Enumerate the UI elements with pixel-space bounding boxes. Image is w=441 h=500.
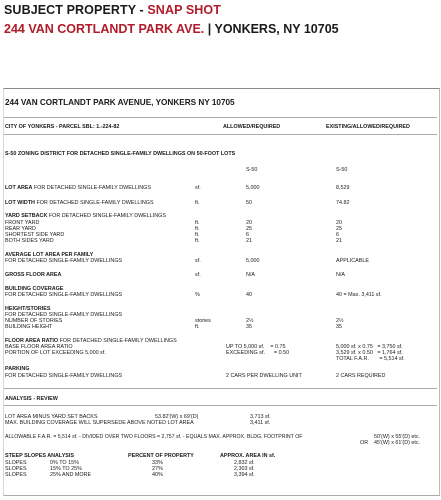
gfa-allowed: N/A	[246, 272, 255, 278]
analysis-line3-or: OR	[360, 440, 369, 446]
col-sub-existing: S-50	[336, 167, 348, 173]
yard-row-existing: 6	[336, 232, 339, 238]
row-lot-area: LOT AREA FOR DETACHED SINGLE-FAMILY DWELLINGS	[5, 185, 151, 191]
analysis-line1-label: LOT AREA MINUS YARD SET BACKS	[5, 414, 98, 420]
lot-area-unit: sf.	[195, 185, 201, 191]
table-header-existing: EXISTING/ALLOWED/REQUIRED	[326, 124, 410, 130]
divider	[4, 388, 437, 389]
header-title-accent: SNAP SHOT	[147, 3, 221, 17]
divider	[4, 117, 437, 118]
table-header-parcel: CITY OF YONKERS - PARCEL SBL: 1.-224-82	[5, 124, 120, 130]
analysis-line3-end1: 50'(W) x 55'(D) etc.	[374, 434, 421, 440]
row-height-stories: HEIGHT/STORIES	[5, 306, 51, 312]
avg-lot-area-allowed: 5,000	[246, 258, 260, 264]
row-gross-floor-area: GROSS FLOOR AREA	[5, 272, 62, 278]
analysis-line3: ALLOWABLE F.A.R. = 5,514 sf. - DIVIDED OVER TWO FLOORS = 2,757 sf. - EQUALS MAX. APPROX. BLDG. FOOTPRINT OF	[5, 434, 303, 440]
avg-lot-area-sub: FOR DETACHED SINGLE-FAMILY DWELLINGS	[5, 258, 123, 264]
analysis-line1-dims: 53.82'(W) x 69'(D)	[155, 414, 199, 420]
steep-head-area: APPROX. AREA IN sf.	[220, 453, 276, 459]
coverage-unit: %	[195, 292, 200, 298]
lot-area-allowed: 5,000	[246, 185, 260, 191]
avg-lot-area-existing: APPLICABLE	[336, 258, 369, 264]
yard-row-allowed: 20	[246, 220, 252, 226]
parking-existing: 2 CARS REQUIRED	[336, 373, 386, 379]
height-existing: 35	[336, 324, 342, 330]
analysis-line2-label: MAX. BUILDING COVERAGE WILL SUPERSEDE ABOVE NOTED LOT AREA	[5, 420, 194, 426]
lot-width-unit: ft.	[195, 200, 200, 206]
yard-row-unit: ft.	[195, 232, 200, 238]
steep-row-area: 3,394 sf.	[234, 472, 255, 478]
far-existing-1: 5,000 sf. x 0.75 = 3,750 sf.	[336, 344, 403, 350]
yard-row-unit: ft.	[195, 220, 200, 226]
yard-row-allowed: 6	[246, 232, 249, 238]
stories-label: NUMBER OF STORIES	[5, 318, 63, 324]
yard-row-unit: ft.	[195, 226, 200, 232]
doc-title: 244 VAN CORTLANDT PARK AVENUE, YONKERS NY 10705	[5, 98, 235, 107]
steep-row-percent: 27%	[152, 466, 163, 472]
stories-unit: stories	[195, 318, 211, 324]
steep-row-range: 0% TO 15%	[50, 460, 79, 466]
steep-row-percent: 33%	[152, 460, 163, 466]
header-title	[4, 3, 221, 17]
far-portion-label: PORTION OF LOT EXCEEDING 5,000 sf.	[5, 350, 106, 356]
row-parking: PARKING	[5, 366, 30, 372]
parking-sub: FOR DETACHED SINGLE-FAMILY DWELLINGS	[5, 373, 123, 379]
yard-row-allowed: 25	[246, 226, 252, 232]
lot-width-existing: 74.82	[336, 200, 350, 206]
col-sub-allowed: S-50	[246, 167, 258, 173]
steep-row-label: SLOPES	[5, 472, 27, 478]
height-label: BUILDING HEIGHT	[5, 324, 53, 330]
gfa-unit: sf.	[195, 272, 201, 278]
analysis-title: ANALYSIS - REVIEW	[5, 396, 58, 402]
yard-row-label: BOTH SIDES YARD	[5, 238, 54, 244]
far-existing-3: TOTAL F.A.R. = 5,514 sf.	[336, 356, 405, 362]
building-coverage-sub: FOR DETACHED SINGLE-FAMILY DWELLINGS	[5, 292, 123, 298]
coverage-existing: 40 = Max. 3,411 sf.	[336, 292, 382, 298]
row-building-coverage: BUILDING COVERAGE	[5, 286, 64, 292]
height-stories-sub: FOR DETACHED SINGLE-FAMILY DWELLINGS	[5, 312, 123, 318]
yard-row-existing: 20	[336, 220, 342, 226]
yard-row-existing: 21	[336, 238, 342, 244]
row-avg-lot-area: AVERAGE LOT AREA PER FAMILY	[5, 252, 94, 258]
steep-head-percent: PERCENT OF PROPERTY	[128, 453, 194, 459]
analysis-line2-value: 3,411 sf.	[250, 420, 271, 426]
yard-row-existing: 25	[336, 226, 342, 232]
steep-row-label: SLOPES	[5, 466, 27, 472]
gfa-existing: N/A	[336, 272, 345, 278]
steep-row-range: 25% AND MORE	[50, 472, 92, 478]
far-existing-2: 3,529 sf. x 0.50 = 1,764 sf.	[336, 350, 403, 356]
header-address-city: | YONKERS, NY 10705	[204, 22, 339, 36]
yard-row-allowed: 21	[246, 238, 252, 244]
height-allowed: 35	[246, 324, 252, 330]
yard-row-label: FRONT YARD	[5, 220, 40, 226]
zoning-document	[3, 88, 440, 496]
stories-existing: 2½	[336, 318, 344, 324]
analysis-line1-value: 3,713 sf.	[250, 414, 271, 420]
header-address	[4, 22, 339, 36]
divider	[4, 405, 437, 406]
yard-row-label: SHORTEST SIDE YARD	[5, 232, 65, 238]
parking-allowed: 2 CARS PER DWELLING UNIT	[226, 373, 302, 379]
coverage-allowed: 40	[246, 292, 252, 298]
row-far: FLOOR AREA RATIO FOR DETACHED SINGLE-FAMILY DWELLINGS	[5, 338, 177, 344]
zoning-district: S-50 ZONING DISTRICT FOR DETACHED SINGLE-FAMILY DWELLINGS ON 50-FOOT LOTS	[5, 151, 236, 157]
analysis-line3-end2: 45'(W) x 61'(D) etc.	[374, 440, 421, 446]
lot-width-allowed: 50	[246, 200, 252, 206]
avg-lot-area-unit: sf.	[195, 258, 201, 264]
far-allowed-1: UP TO 5,000 sf. = 0.75	[226, 344, 286, 350]
yard-row-unit: ft.	[195, 238, 200, 244]
row-yard-setback: YARD SETBACK FOR DETACHED SINGLE-FAMILY DWELLINGS	[5, 213, 166, 219]
far-base-label: BASE FLOOR AREA RATIO	[5, 344, 73, 350]
steep-head-label: STEEP SLOPES ANALYSIS	[5, 453, 75, 459]
steep-row-range: 15% TO 25%	[50, 466, 82, 472]
divider	[4, 134, 437, 135]
stories-allowed: 2½	[246, 318, 254, 324]
steep-row-area: 2,303 sf.	[234, 466, 255, 472]
height-unit: ft.	[195, 324, 200, 330]
header-address-street: 244 VAN CORTLANDT PARK AVE.	[4, 22, 205, 36]
steep-row-label: SLOPES	[5, 460, 27, 466]
lot-area-existing: 8,529	[336, 185, 350, 191]
table-header-allowed: ALLOWED/REQUIRED	[223, 124, 281, 130]
yard-row-label: REAR YARD	[5, 226, 36, 232]
row-lot-width: LOT WIDTH FOR DETACHED SINGLE-FAMILY DWELLINGS	[5, 200, 154, 206]
steep-row-percent: 40%	[152, 472, 163, 478]
header-title-prefix: SUBJECT PROPERTY -	[4, 3, 148, 17]
far-allowed-2: EXCEEDING sf. = 0.50	[226, 350, 290, 356]
steep-row-area: 2,832 sf.	[234, 460, 255, 466]
